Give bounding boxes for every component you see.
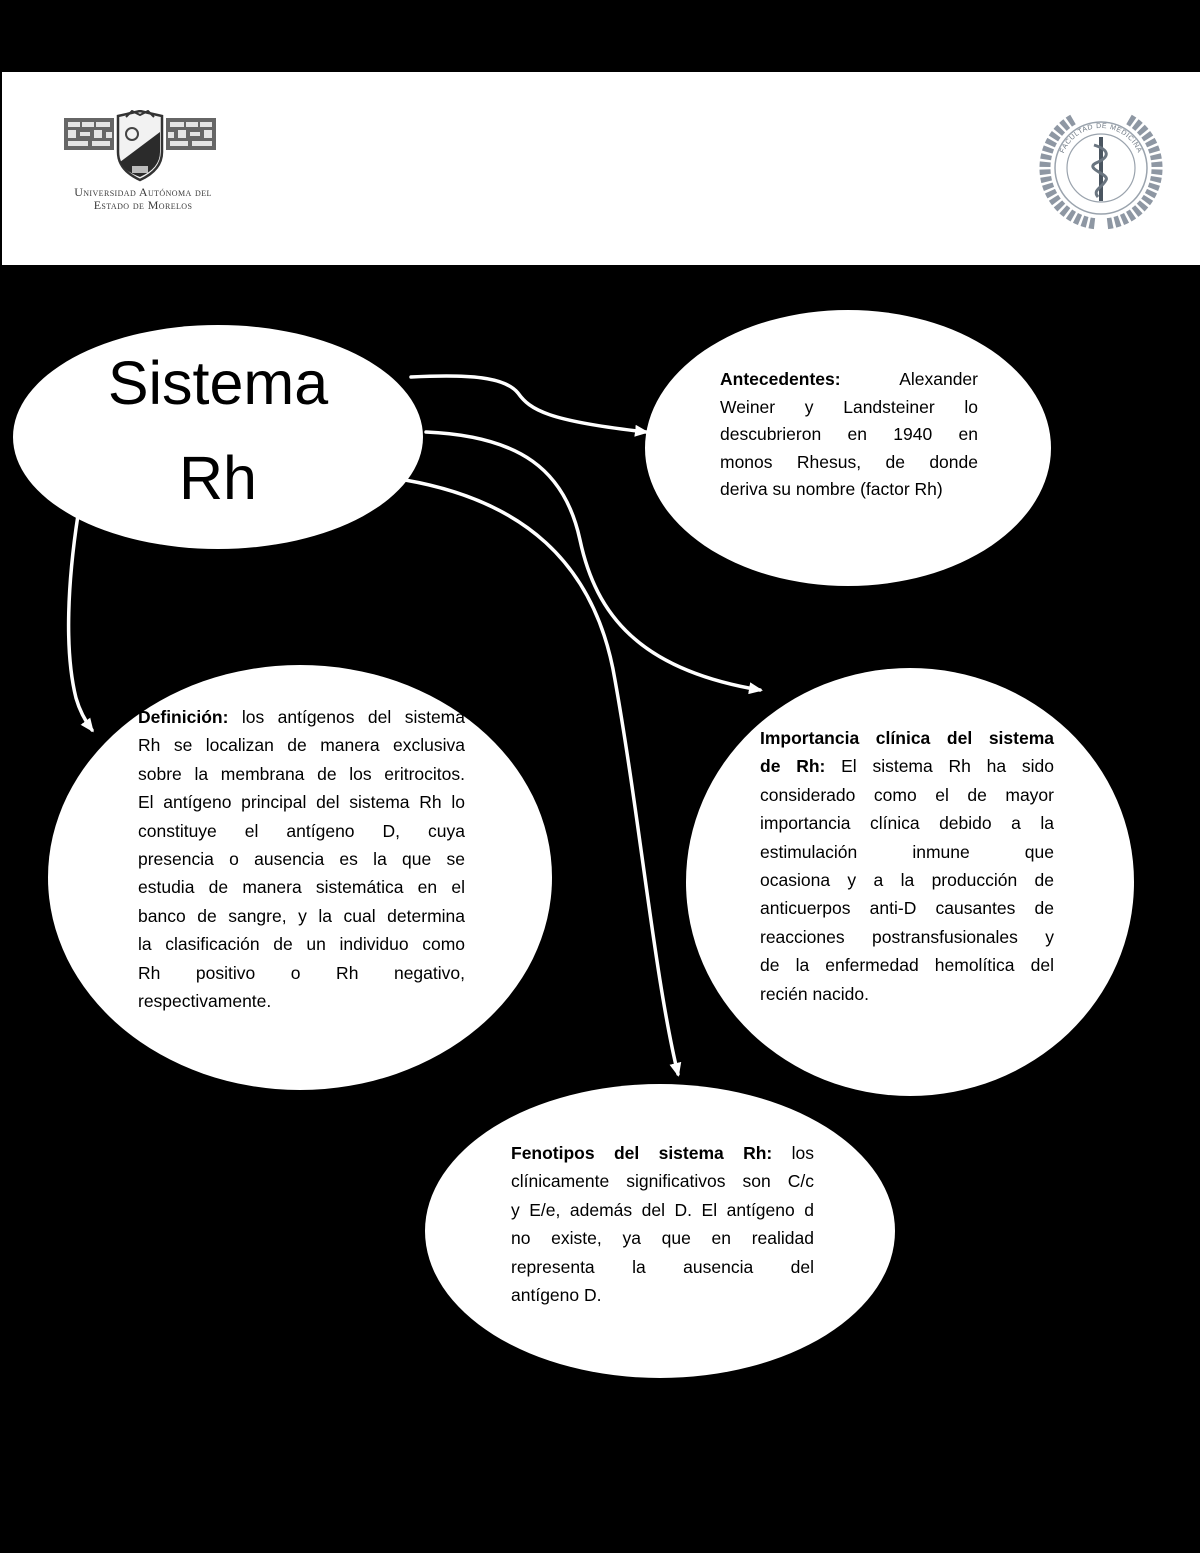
- arrow-sistema-to-antecedentes: [411, 376, 646, 432]
- text-line: [511, 1224, 814, 1252]
- node-sistema-rh: [13, 325, 423, 549]
- line-text: respectivamente.: [138, 991, 272, 1012]
- text-line: [511, 1139, 814, 1167]
- text-line: [138, 731, 465, 759]
- text-line: [760, 894, 1054, 922]
- label: Definición:: [138, 707, 229, 727]
- text-line: [138, 788, 465, 816]
- text-line: [138, 959, 465, 987]
- line-text: la clasificación de un individuo como: [138, 934, 465, 955]
- text-line: [138, 845, 465, 873]
- node-importancia-clinica: [686, 668, 1134, 1096]
- node-definicion: [48, 665, 552, 1090]
- line-text: reacciones postransfusionales y: [760, 926, 1054, 947]
- text-line: [138, 760, 465, 788]
- text-line: [138, 817, 465, 845]
- line-text: banco de sangre, y la cual determina: [138, 905, 465, 926]
- text-line: [720, 449, 978, 477]
- text-line: [511, 1253, 814, 1281]
- text-line: [511, 1196, 814, 1224]
- antecedentes-text: [720, 366, 978, 504]
- node-sistema-rh-title: [18, 336, 418, 526]
- line-text: importancia clínica debido a la: [760, 813, 1054, 834]
- line-text: antígeno D.: [511, 1285, 602, 1306]
- text-line: [720, 394, 978, 422]
- text-line: [760, 838, 1054, 866]
- line-text: los: [791, 1143, 814, 1163]
- line-text: Weiner y Landsteiner lo: [720, 396, 978, 417]
- faculty-seal-icon: [1036, 103, 1166, 233]
- text-line: [138, 873, 465, 901]
- text-line: [138, 703, 465, 731]
- text-line: [760, 809, 1054, 837]
- line-text: los antígenos del sistema: [241, 707, 465, 727]
- line-text: clínicamente significativos son C/c: [511, 1171, 814, 1192]
- line-text: deriva su nombre (factor Rh): [720, 479, 943, 499]
- line-text: anticuerpos anti-D causantes de: [760, 898, 1054, 919]
- seal-lettering-path: FACULTAD DE MEDICINA: [1059, 122, 1143, 155]
- line-text: El sistema Rh ha sido: [841, 756, 1054, 777]
- text-line: [138, 930, 465, 958]
- arrow-sistema-to-definicion: [69, 515, 92, 730]
- text-line: [511, 1281, 814, 1309]
- label: Antecedentes:: [720, 369, 841, 389]
- line-text: considerado como el de mayor: [760, 784, 1054, 805]
- line-text: de la enfermedad hemolítica del: [760, 955, 1054, 976]
- text-line: [760, 752, 1054, 780]
- line-text: recién nacido.: [760, 983, 869, 1004]
- line-text: constituye el antígeno D, cuya: [138, 820, 465, 841]
- fenotipos-text: [511, 1139, 814, 1309]
- line-text: no existe, ya que en realidad: [511, 1228, 814, 1249]
- line-text: Alexander: [899, 369, 978, 389]
- text-line: [760, 923, 1054, 951]
- line-text: presencia o ausencia es la que se: [138, 849, 465, 870]
- line-text: estudia de manera sistemática en el: [138, 877, 465, 898]
- emblem-left-fret: [64, 118, 114, 150]
- line-text: Rh se localizan de manera exclusiva: [138, 735, 465, 756]
- university-emblem-icon: [62, 110, 218, 182]
- label: Fenotipos del sistema Rh:: [511, 1143, 773, 1163]
- label: de Rh:: [760, 756, 826, 777]
- text-line: [760, 781, 1054, 809]
- line-text: sobre la membrana de los eritrocitos.: [138, 763, 465, 784]
- title-line-1: Sistema: [107, 349, 329, 417]
- text-line: [760, 724, 1054, 752]
- text-line: [760, 951, 1054, 979]
- university-name-line-1: Universidad Autónoma del: [74, 185, 212, 199]
- line-text: El antígeno principal del sistema Rh lo: [138, 792, 465, 813]
- line-text: ocasiona y a la producción de: [760, 870, 1054, 891]
- label: Importancia clínica del sistema: [760, 728, 1054, 748]
- line-text: descubrieron en 1940 en: [720, 424, 978, 444]
- university-name: [55, 186, 231, 212]
- title-line-2: Rh: [179, 444, 257, 512]
- line-text: y E/e, además del D. El antígeno d: [511, 1199, 814, 1220]
- text-line: [720, 476, 978, 504]
- text-line: [720, 366, 978, 394]
- definicion-text: [138, 703, 465, 1015]
- text-line: [760, 866, 1054, 894]
- emblem-right-fret: [166, 118, 216, 150]
- importancia-text: [760, 724, 1054, 1008]
- text-line: [138, 987, 465, 1015]
- emblem-shield: [118, 111, 162, 180]
- line-text: estimulación inmune que: [760, 841, 1054, 862]
- university-name-line-2: Estado de Morelos: [93, 198, 193, 212]
- text-line: [760, 980, 1054, 1008]
- text-line: [720, 421, 978, 449]
- text-line: [138, 902, 465, 930]
- shield-book-icon: [132, 166, 148, 173]
- text-line: [511, 1167, 814, 1195]
- node-fenotipos: [425, 1084, 895, 1378]
- line-text: representa la ausencia del: [511, 1256, 814, 1277]
- node-antecedentes: [645, 310, 1051, 586]
- header-band: [2, 72, 1200, 265]
- line-text: Rh positivo o Rh negativo,: [138, 962, 465, 983]
- line-text: monos Rhesus, de donde: [720, 451, 978, 472]
